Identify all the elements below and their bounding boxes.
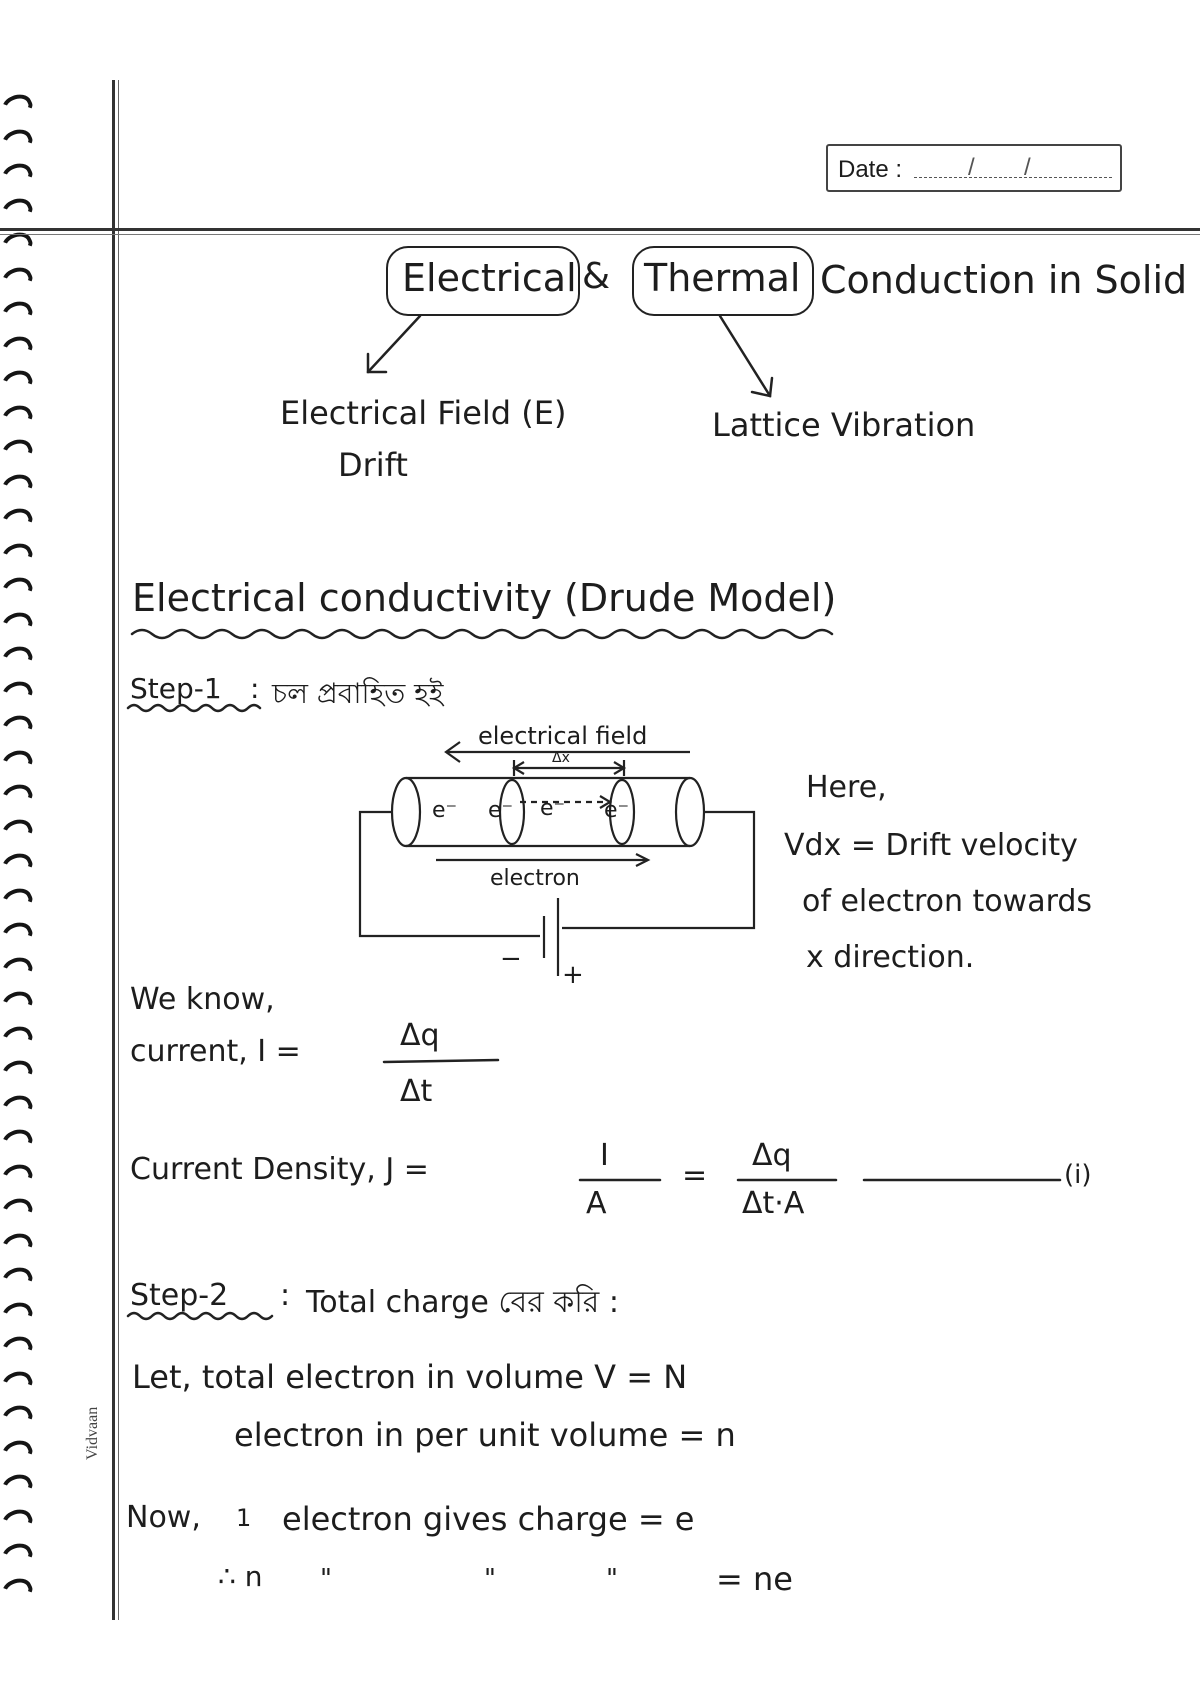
step1-separator: : xyxy=(250,672,260,705)
here-line1: Vdx = Drift velocity xyxy=(784,828,1078,863)
date-slash-2: / xyxy=(1024,154,1031,181)
current-lhs: current, I = xyxy=(130,1034,301,1069)
let-line1: Let, total electron in volume V = N xyxy=(132,1358,688,1396)
step1-label: Step-1 xyxy=(130,672,222,705)
title-word-thermal: Thermal xyxy=(644,256,801,300)
now-therefore-n: ∴ n xyxy=(218,1560,263,1593)
ditto-2: " xyxy=(484,1564,496,1594)
branch-right: Lattice Vibration xyxy=(712,406,976,444)
diagram-electron-1: e⁻ xyxy=(432,798,458,823)
now-line1-text: electron gives charge = e xyxy=(282,1500,695,1538)
branch-left-line1: Electrical Field (E) xyxy=(280,394,567,432)
here-line2: of electron towards xyxy=(802,884,1093,919)
now-prefix: Now, xyxy=(126,1500,201,1535)
diagram-dx-label: Δx xyxy=(552,750,570,766)
battery-minus: − xyxy=(500,944,522,974)
diagram-electron-4: e⁻ xyxy=(604,798,630,823)
diagram-electron-2: e⁻ xyxy=(488,798,514,823)
density-equals: = xyxy=(682,1158,708,1193)
current-denominator: Δt xyxy=(400,1074,433,1109)
step2-label: Step-2 xyxy=(130,1278,229,1313)
now-line2-result: = ne xyxy=(716,1560,793,1598)
step1-text: চল প্রবাহিত হই xyxy=(272,677,444,710)
here-label: Here, xyxy=(806,770,887,805)
date-label: Date : xyxy=(838,156,903,183)
diagram-electron-3: e⁻ xyxy=(540,796,566,821)
density-lhs: Current Density, J = xyxy=(130,1152,429,1187)
let-line2: electron in per unit volume = n xyxy=(234,1416,736,1454)
we-know: We know, xyxy=(130,982,275,1017)
ditto-3: " xyxy=(606,1564,618,1594)
step2-text: Total charge বের করি : xyxy=(306,1285,619,1320)
step2-separator: : xyxy=(280,1278,291,1313)
density-num1: I xyxy=(600,1138,609,1173)
title-rest: Conduction in Solid xyxy=(820,258,1188,302)
now-number: 1 xyxy=(236,1504,252,1532)
branch-left-line2: Drift xyxy=(338,446,408,484)
here-line3: x direction. xyxy=(806,940,975,975)
density-den1: A xyxy=(586,1186,607,1221)
title-ampersand: & xyxy=(582,256,611,297)
density-num2: Δq xyxy=(752,1138,792,1173)
watermark-logo: Vidvaan xyxy=(84,1406,101,1460)
section-heading: Electrical conductivity (Drude Model) xyxy=(132,576,837,620)
density-den2: Δt·A xyxy=(742,1186,805,1221)
equation-tag: (i) xyxy=(1064,1160,1092,1190)
title-word-electrical: Electrical xyxy=(402,256,577,300)
battery-plus: + xyxy=(562,960,584,990)
current-numerator: Δq xyxy=(400,1018,440,1053)
date-slash-1: / xyxy=(968,154,975,181)
ditto-1: " xyxy=(320,1564,332,1594)
diagram-field-label: electrical field xyxy=(478,722,648,750)
diagram-bottom-label: electron xyxy=(490,866,580,891)
